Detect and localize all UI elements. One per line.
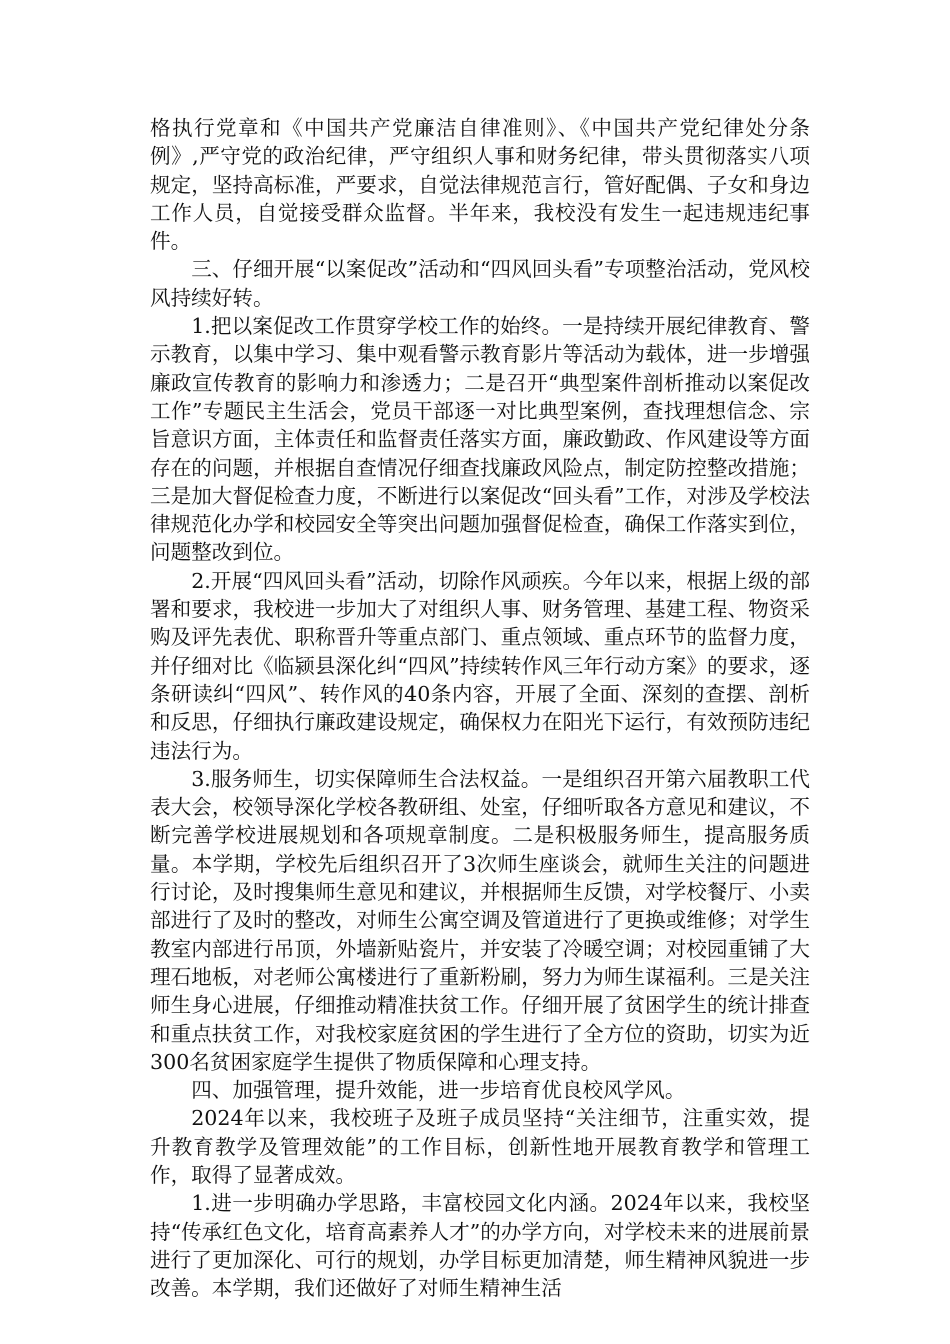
paragraph-3-2: 2.开展“四风回头看”活动，切除作风顽疾。今年以来，根据上级的部署和要求，我校进一步加大了对组织人事、财务管理、基建工程、物资采购及评先表优、职称晋升等重点部门、重点领域、重点环节的监督力度，并仔细对比《临颍县深化纠“四风”持续转作风三年行动方案》的要求，逐条研读纠“四风”、转作风的40条内容，开展了全面、深刻的查摆、剖析和反思，仔细执行廉政建设规定，确保权力在阳光下运行，有效预防违纪违法行为。 bbox=[150, 568, 810, 763]
paragraph-3-3: 3.服务师生，切实保障师生合法权益。一是组织召开第六届教职工代表大会，校领导深化学校各教研组、处室，仔细听取各方意见和建议，不断完善学校进展规划和各项规章制度。二是积极服务师生，提高服务质量。本学期，学校先后组织召开了3次师生座谈会，就师生关注的问题进行讨论，及时搜集师生意见和建议，并根据师生反馈，对学校餐厅、小卖部进行了及时的整改，对师生公寓空调及管道进行了更换或维修；对学生教室内部进行吊顶，外墙新贴瓷片，并安装了冷暖空调；对校园重铺了大理石地板，对老师公寓楼进行了重新粉刷，努力为师生谋福利。三是关注师生身心进展，仔细推动精准扶贫工作。仔细开展了贫困学生的统计排查和重点扶贫工作，对我校家庭贫困的学生进行了全方位的资助，切实为近300名贫困家庭学生提供了物质保障和心理支持。 bbox=[150, 766, 810, 1074]
document-body bbox=[150, 114, 810, 1302]
paragraph-4-1: 1.进一步明确办学思路，丰富校园文化内涵。2024年以来，我校坚持“传承红色文化，培育高素养人才”的办学方向，对学校未来的进展前景进行了更加深化、可行的规划，办学目标更加清楚，师生精神风貌进一步改善。本学期，我们还做好了对师生精神生活 bbox=[150, 1191, 810, 1301]
section-heading-3: 三、仔细开展“以案促改”活动和“四风回头看”专项整治活动，党风校风持续好转。 bbox=[150, 257, 810, 310]
paragraph-1: 格执行党章和《中国共产党廉洁自律准则》、《中国共产党纪律处分条例》,严守党的政治纪律，严守组织人事和财务纪律，带头贯彻落实八项规定，坚持高标准，严要求，自觉法律规范言行，管好配偶、子女和身边工作人员，自觉接受群众监督。半年来，我校没有发生一起违规违纪事件。 bbox=[150, 116, 810, 254]
section-heading-4: 四、加强管理，提升效能，进一步培育优良校风学风。 bbox=[191, 1078, 686, 1103]
paragraph-4-intro: 2024年以来，我校班子及班子成员坚持“关注细节，注重实效，提升教育教学及管理效能”的工作目标，创新性地开展教育教学和管理工作，取得了显著成效。 bbox=[150, 1106, 810, 1187]
paragraph-3-1: 1.把以案促改工作贯穿学校工作的始终。一是持续开展纪律教育、警示教育，以集中学习、集中观看警示教育影片等活动为载体，进一步增强廉政宣传教育的影响力和渗透力；二是召开“典型案件剖析推动以案促改工作”专题民主生活会，党员干部逐一对比典型案例，查找理想信念、宗旨意识方面，主体责任和监督责任落实方面，廉政勤政、作风建设等方面存在的问题，并根据自查情况仔细查找廉政风险点，制定防控整改措施；三是加大督促检查力度，不断进行以案促改“回头看”工作，对涉及学校法律规范化办学和校园安全等突出问题加强督促检查，确保工作落实到位，问题整改到位。 bbox=[150, 314, 810, 565]
